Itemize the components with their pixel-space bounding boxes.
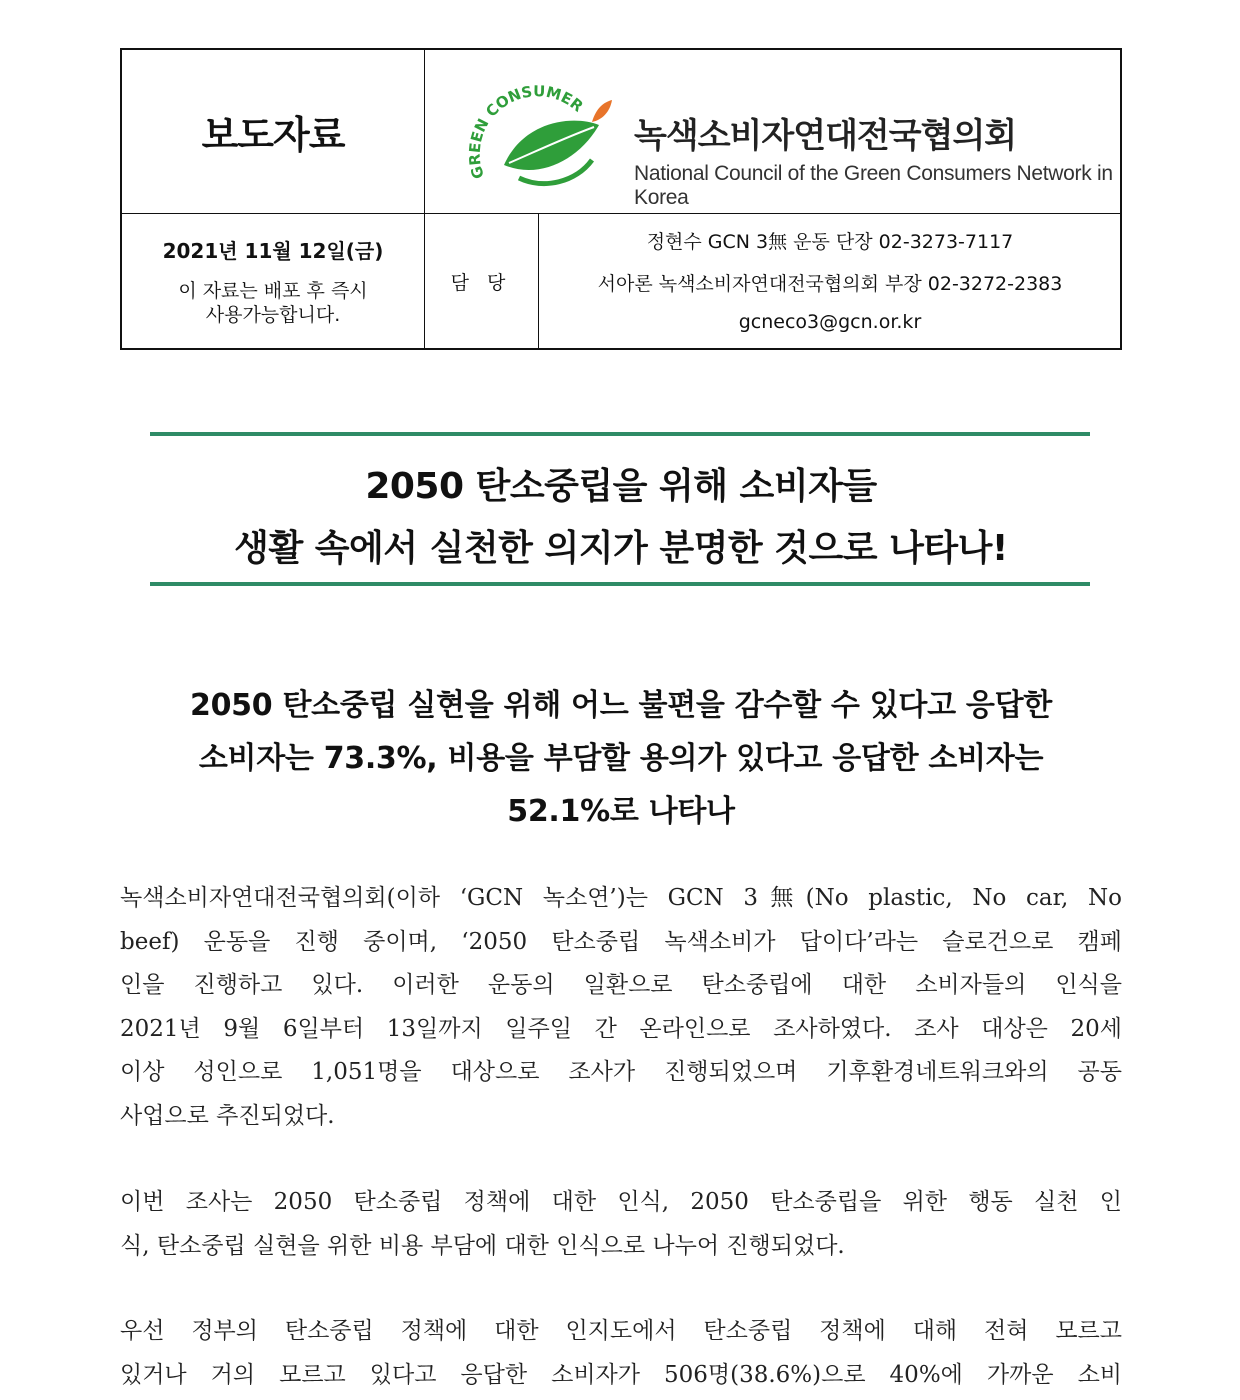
org-name-korean: 녹색소비자연대전국협의회 [634, 116, 1017, 156]
body-paragraph-3 [120, 1310, 1122, 1397]
body-paragraph-2 [120, 1181, 1122, 1268]
headline-top-rule [150, 432, 1090, 436]
contact-info [538, 213, 1122, 350]
contact-person-1: 정현수 GCN 3無 운동 단장 02-3273-7117 [646, 231, 1014, 253]
paragraph-line: 녹색소비자연대전국협의회(이하 ‘GCN 녹소연’)는 GCN 3無(No plastic, No car, No [120, 885, 1122, 911]
subheadline-line-2: 소비자는 73.3%, 비용을 부담할 용의가 있다고 응답한 소비자는 [198, 741, 1044, 776]
press-header-table [120, 48, 1122, 350]
subheadline-line-3: 52.1%로 나타나 [507, 794, 735, 829]
release-date: 2021년 11월 12일(금) [162, 239, 384, 263]
contact-email[interactable]: gcneco3@gcn.or.kr [738, 311, 922, 333]
headline-line-2: 생활 속에서 실천한 의지가 분명한 것으로 나타나! [234, 528, 1008, 569]
release-note-line: 사용가능합니다. [205, 304, 341, 326]
green-consumer-logo-icon [464, 70, 614, 200]
paragraph-line: beef) 운동을 진행 중이며, ‘2050 탄소중립 녹색소비가 답이다’라는 슬로건으로 캠페 [120, 928, 1122, 955]
release-date-cell [122, 213, 424, 350]
contact-person-2: 서아론 녹색소비자연대전국협의회 부장 02-3272-2383 [597, 273, 1063, 295]
subheadline-line-1: 2050 탄소중립 실현을 위해 어느 불편을 감수할 수 있다고 응답한 [190, 688, 1052, 723]
headline-bottom-rule [150, 582, 1090, 586]
paragraph-line: 인을 진행하고 있다. 이러한 운동의 일환으로 탄소중립에 대한 소비자들의 인식을 [120, 972, 1122, 998]
release-note-line: 이 자료는 배포 후 즉시 [178, 280, 368, 302]
paragraph-line: 이상 성인으로 1,051명을 대상으로 조사가 진행되었으며 기후환경네트워크와의 공동 [120, 1059, 1122, 1085]
logo-arc-text: GREEN CONSUMER [465, 82, 587, 181]
org-logo-area [424, 50, 1122, 213]
contact-label: 담 당 [450, 272, 512, 294]
release-note [122, 279, 424, 327]
press-release-label: 보도자료 [201, 113, 345, 157]
paragraph-line: 있거나 거의 모르고 있다고 응답한 소비자가 506명(38.6%)으로 40%에 가까운 소비 [120, 1361, 1122, 1388]
headline-line-1: 2050 탄소중립을 위해 소비자들 [365, 466, 877, 507]
body-paragraph-1 [120, 877, 1122, 1138]
paragraph-line: 2021년 9월 6일부터 13일까지 일주일 간 온라인으로 조사하였다. 조사 대상은 20세 [120, 1015, 1122, 1042]
paragraph-line: 이번 조사는 2050 탄소중립 정책에 대한 인식, 2050 탄소중립을 위한 행동 실천 인 [120, 1189, 1122, 1215]
paragraph-line: 식, 탄소중립 실현을 위한 비용 부담에 대한 인식으로 나누어 진행되었다. [120, 1232, 845, 1259]
org-name-english: National Council of the Green Consumers Network in Korea [634, 162, 1113, 209]
paragraph-line: 우선 정부의 탄소중립 정책에 대한 인지도에서 탄소중립 정책에 대해 전혀 모르고 [120, 1318, 1122, 1344]
paragraph-line: 사업으로 추진되었다. [120, 1102, 335, 1129]
